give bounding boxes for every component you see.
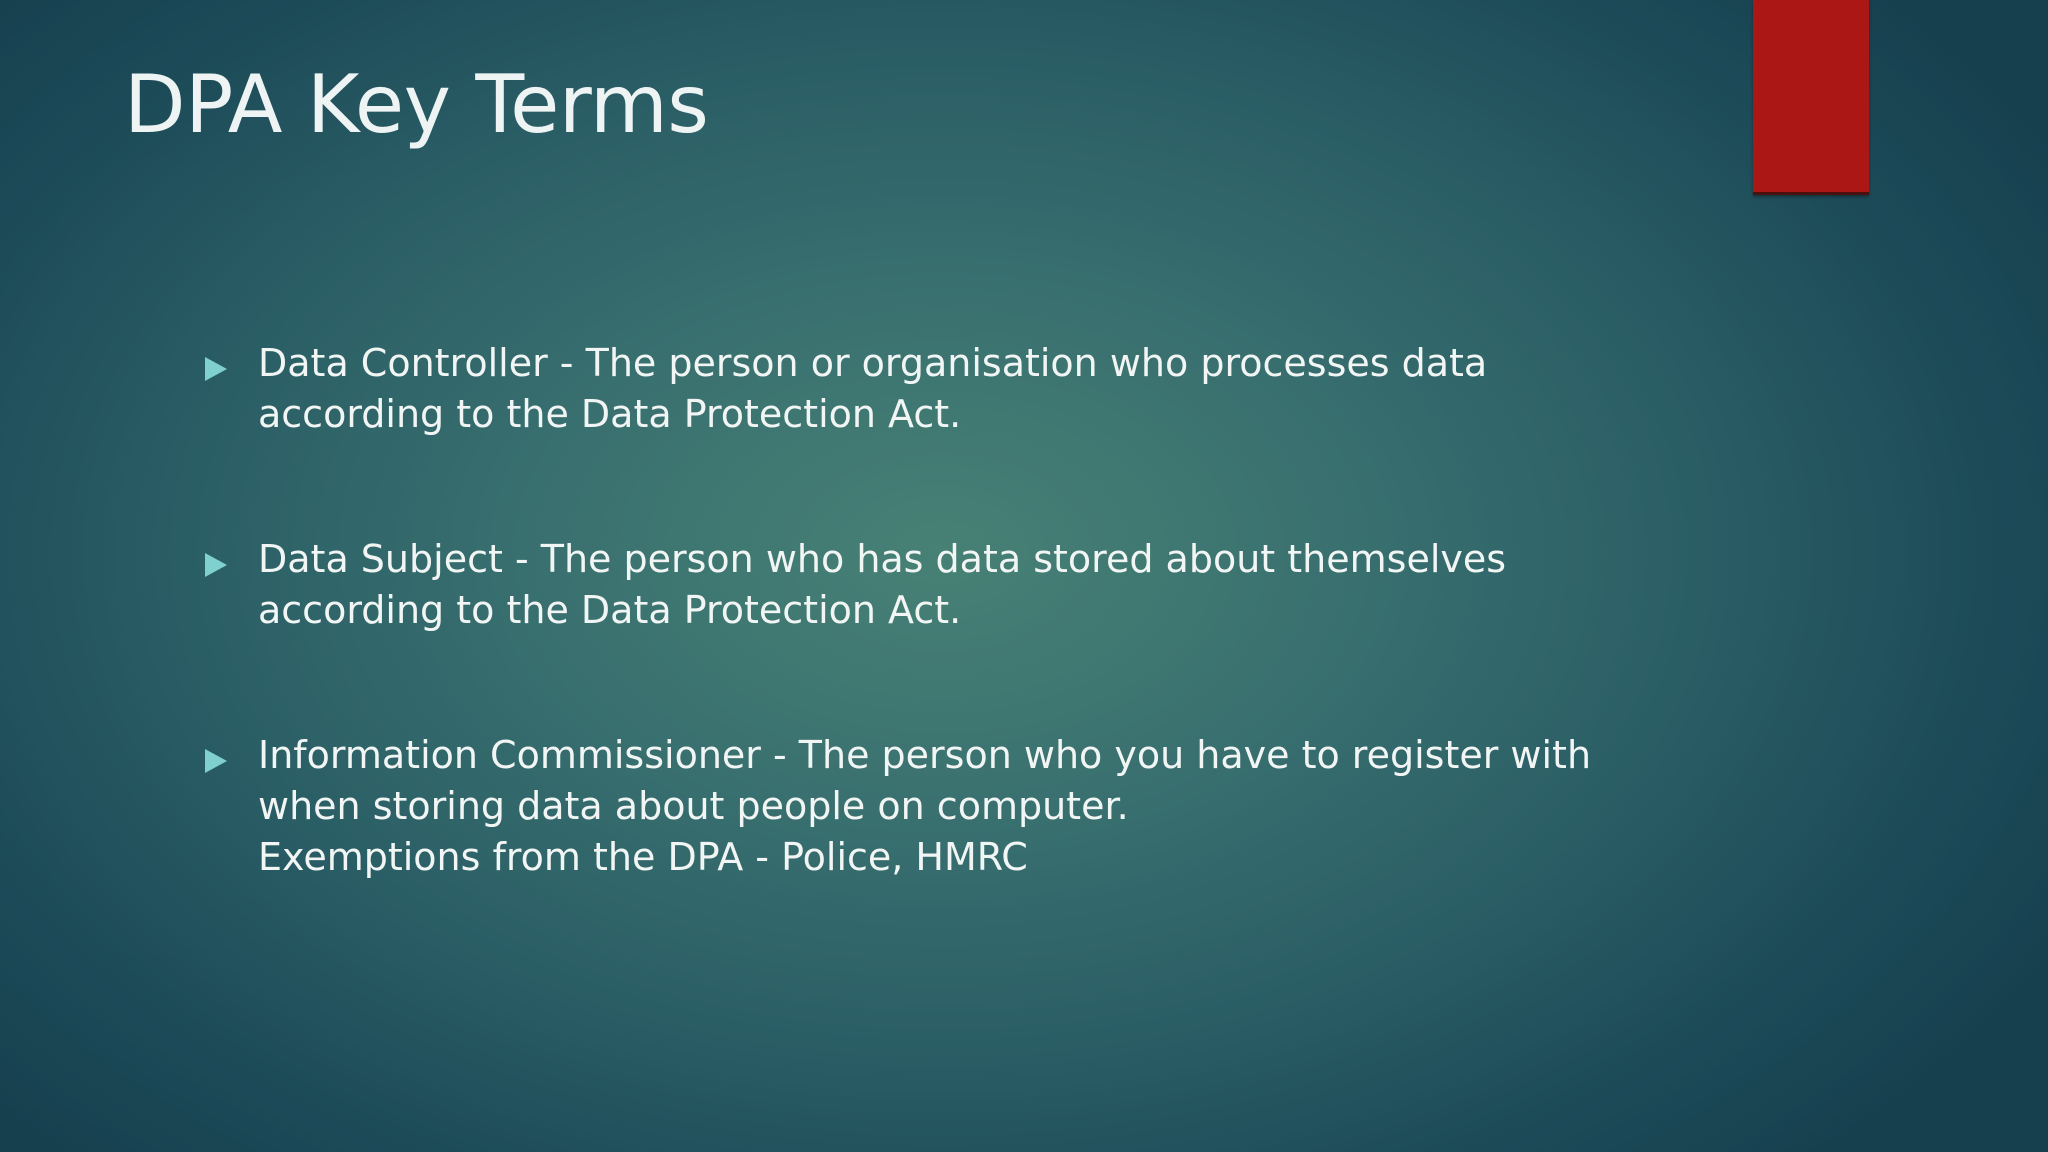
bullet-text	[258, 534, 1638, 636]
bullet-line: Data Subject - The person who has data stored about themselves	[258, 537, 1507, 581]
bullet-text	[258, 338, 1638, 440]
bullet-line: Information Commissioner - The person who you have to register with	[258, 733, 1592, 777]
slide-title: DPA Key Terms	[124, 58, 709, 151]
accent-bar	[1753, 0, 1869, 195]
bullet-line: when storing data about people on computer.	[258, 784, 1129, 828]
bullet-line: according to the Data Protection Act.	[258, 588, 962, 632]
triangle-bullet-icon	[205, 553, 227, 577]
bullet-text	[258, 730, 1638, 883]
bullet-line: Data Controller - The person or organisation who processes data	[258, 341, 1488, 385]
bullet-line: according to the Data Protection Act.	[258, 392, 962, 436]
triangle-bullet-icon	[205, 357, 227, 381]
bullet-line: Exemptions from the DPA - Police, HMRC	[258, 835, 1028, 879]
triangle-bullet-icon	[205, 749, 227, 773]
